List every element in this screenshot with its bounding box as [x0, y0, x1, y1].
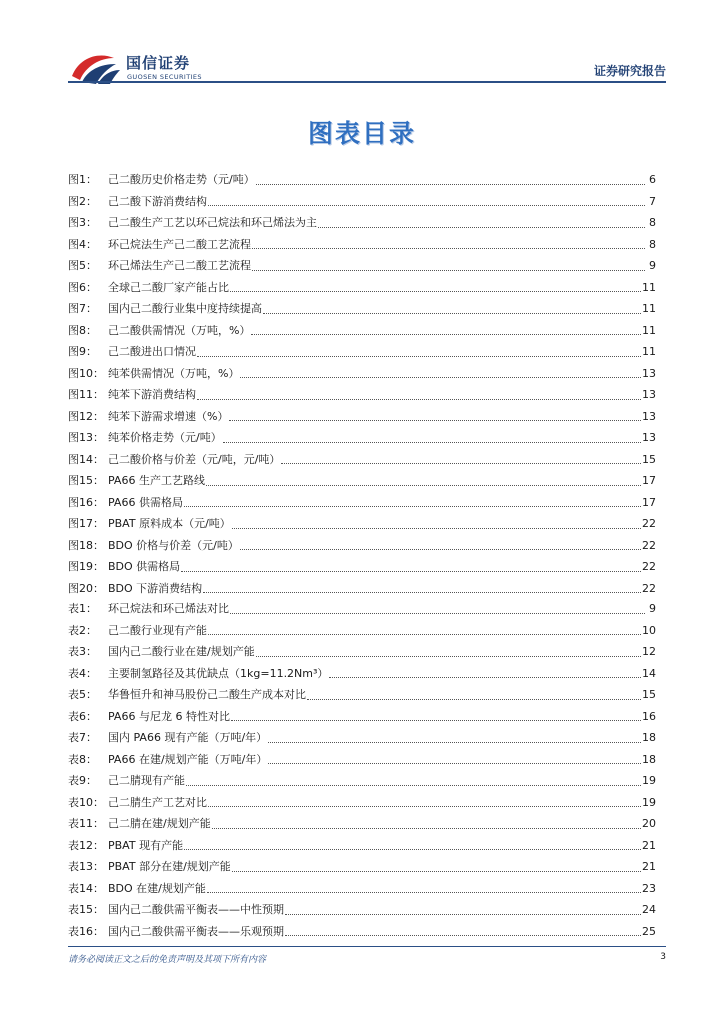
table-toc-entry-page: 25	[642, 924, 656, 938]
figure-toc-entry[interactable]	[68, 298, 656, 320]
figure-toc-entry[interactable]	[68, 255, 656, 277]
dot-leader	[256, 656, 641, 657]
figure-toc-entry[interactable]	[68, 234, 656, 256]
dot-leader	[203, 592, 641, 593]
figure-toc-entry-title: BDO 价格与价差（元/吨）	[108, 538, 239, 552]
table-toc-entry-title: 国内 PA66 现有产能（万吨/年）	[108, 731, 268, 744]
figure-toc-entry-page: 17	[642, 495, 656, 509]
figure-toc-entry-page: 13	[642, 388, 656, 401]
dot-leader	[268, 763, 641, 764]
dot-leader	[223, 442, 641, 443]
table-toc-entry-title: 国内己二酸供需平衡表——乐观预期	[108, 924, 284, 938]
figure-toc-entry-title: 己二酸下游消费结构	[108, 194, 207, 208]
figure-toc-entry-label: 图15：	[68, 474, 104, 487]
table-toc-entry-title: PBAT 部分在建/规划产能	[108, 860, 231, 873]
table-toc-entry[interactable]	[68, 641, 656, 663]
table-toc-entry-page: 19	[642, 795, 656, 809]
dot-leader	[231, 720, 641, 721]
figure-toc-entry-page: 11	[642, 280, 656, 294]
figure-toc-entry-page: 11	[642, 323, 656, 337]
dot-leader	[281, 463, 641, 464]
table-toc-entry[interactable]	[68, 663, 656, 685]
table-toc-entry-title: 国内己二酸行业在建/规划产能	[108, 645, 255, 658]
table-toc-entry-page: 18	[642, 752, 656, 766]
table-toc-entry-page: 18	[642, 731, 656, 744]
header-divider	[68, 81, 666, 83]
figure-toc-entry-label: 图6：	[68, 280, 97, 294]
figure-toc-entry[interactable]	[68, 556, 656, 578]
table-toc-entry-label: 表15：	[68, 903, 104, 916]
dot-leader	[208, 205, 645, 206]
figure-toc-entry-label: 图17：	[68, 517, 104, 530]
dot-leader	[285, 914, 641, 915]
figure-toc-entry-title: PBAT 原料成本（元/吨）	[108, 517, 231, 530]
figure-toc-entry-title: 己二酸生产工艺以环己烷法和环己烯法为主	[108, 216, 317, 229]
figure-toc-entry-label: 图14：	[68, 452, 104, 466]
table-toc-entry[interactable]	[68, 856, 656, 878]
figure-toc-entry-page: 13	[642, 431, 656, 444]
table-toc-entry-page: 20	[642, 817, 656, 830]
table-toc-entry[interactable]	[68, 813, 656, 835]
figure-toc-entry-title: 纯苯供需情况（万吨，%）	[108, 366, 240, 380]
figure-toc-entry[interactable]	[68, 406, 656, 428]
dot-leader	[208, 806, 641, 807]
table-toc-entry-label: 表5：	[68, 688, 97, 701]
figure-toc-entry-label: 图4：	[68, 237, 97, 251]
figure-toc-entry-page: 22	[642, 538, 656, 552]
figure-toc-entry-page: 17	[642, 474, 656, 487]
table-toc-entry[interactable]	[68, 706, 656, 728]
figure-toc-entry-title: 己二酸进出口情况	[108, 345, 196, 358]
table-toc-entry[interactable]	[68, 620, 656, 642]
table-toc-entry-title: 己二酸行业现有产能	[108, 623, 207, 637]
table-toc-entry-label: 表1：	[68, 602, 97, 615]
figure-toc-entry-label: 图19：	[68, 560, 104, 573]
figure-toc-entry-page: 22	[642, 560, 656, 573]
figure-toc-entry-title: 己二酸价格与价差（元/吨，元/吨）	[108, 452, 281, 466]
figure-toc-entry-label: 图10：	[68, 366, 104, 380]
table-toc-entry-title: 华鲁恒升和神马股份己二酸生产成本对比	[108, 688, 306, 701]
table-toc-entry-title: 己二腈现有产能	[108, 774, 185, 787]
table-toc-entry-label: 表14：	[68, 881, 104, 895]
dot-leader	[252, 270, 645, 271]
table-toc-entry-page: 15	[642, 688, 656, 701]
figure-toc-entry[interactable]	[68, 578, 656, 600]
table-toc-entry-title: BDO 在建/规划产能	[108, 881, 206, 895]
page-header	[0, 0, 724, 90]
table-toc-entry-label: 表7：	[68, 731, 97, 744]
table-toc-entry[interactable]	[68, 921, 656, 943]
table-toc-entry[interactable]	[68, 684, 656, 706]
figure-toc-entry-title: PA66 供需格局	[108, 495, 183, 509]
table-toc-entry-title: 己二腈在建/规划产能	[108, 817, 211, 830]
table-toc-entry-page: 24	[642, 903, 656, 916]
dot-leader	[230, 613, 645, 614]
dot-leader	[232, 528, 641, 529]
dot-leader	[329, 677, 641, 678]
dot-leader	[184, 506, 641, 507]
page-number: 3	[660, 952, 666, 962]
table-toc-entry-title: 己二腈生产工艺对比	[108, 795, 207, 809]
dot-leader	[212, 828, 641, 829]
dot-leader	[186, 785, 641, 786]
dot-leader	[181, 571, 641, 572]
table-toc-entry-label: 表16：	[68, 924, 104, 938]
figure-toc-entry[interactable]	[68, 277, 656, 299]
figure-toc-entry[interactable]	[68, 535, 656, 557]
dot-leader	[206, 485, 641, 486]
table-toc-entry[interactable]	[68, 792, 656, 814]
figure-toc-entry-label: 图13：	[68, 431, 104, 444]
dot-leader	[197, 399, 641, 400]
table-toc-entry-page: 19	[642, 774, 656, 787]
table-toc-entry-page: 23	[642, 881, 656, 895]
figure-toc-entry-title: BDO 下游消费结构	[108, 581, 203, 595]
table-toc-entry-title: 国内己二酸供需平衡表——中性预期	[108, 903, 284, 916]
table-toc-entry-page: 9	[649, 602, 656, 615]
figure-toc-entry-label: 图9：	[68, 345, 97, 358]
figure-toc-entry[interactable]	[68, 191, 656, 213]
figure-toc-entry[interactable]	[68, 427, 656, 449]
table-toc-entry-label: 表9：	[68, 774, 97, 787]
figure-toc-entry-label: 图7：	[68, 302, 97, 315]
figure-toc-entry[interactable]	[68, 449, 656, 471]
figure-toc-entry-page: 11	[642, 302, 656, 315]
table-toc-entry-page: 14	[642, 666, 656, 680]
figure-toc-entry-page: 9	[649, 259, 656, 272]
table-toc-entry-page: 12	[642, 645, 656, 658]
figure-toc-entry-page: 8	[649, 237, 656, 251]
figure-toc-entry[interactable]	[68, 320, 656, 342]
table-toc-entry[interactable]	[68, 598, 656, 620]
figure-toc-entry-page: 15	[642, 452, 656, 466]
table-toc-entry-page: 21	[642, 838, 656, 852]
table-toc-entry[interactable]	[68, 770, 656, 792]
table-toc-entry-label: 表2：	[68, 623, 97, 637]
dot-leader	[307, 699, 641, 700]
table-toc-entry-label: 表6：	[68, 709, 97, 723]
company-name-en: GUOSEN SECURITIES	[127, 73, 202, 81]
figure-toc-entry-title: 己二酸供需情况（万吨，%）	[108, 323, 251, 337]
dot-leader	[240, 549, 641, 550]
figure-toc-entry[interactable]	[68, 513, 656, 535]
figure-toc-entry-page: 22	[642, 581, 656, 595]
figure-toc-entry-title: PA66 生产工艺路线	[108, 474, 205, 487]
dot-leader	[230, 291, 641, 292]
figure-toc-entry-title: 纯苯下游消费结构	[108, 388, 196, 401]
figure-toc-entry-page: 22	[642, 517, 656, 530]
figure-toc-entry-label: 图2：	[68, 194, 97, 208]
table-toc-entry-page: 10	[642, 623, 656, 637]
figure-toc-entry[interactable]	[68, 384, 656, 406]
dot-leader	[256, 184, 645, 185]
table-toc-entry[interactable]	[68, 878, 656, 900]
toc-title: 图表目录	[307, 119, 416, 148]
table-list	[68, 598, 656, 942]
figure-toc-entry[interactable]	[68, 169, 656, 191]
figure-toc-entry-title: 纯苯下游需求增速（%）	[108, 409, 229, 423]
figure-toc-entry-label: 图12：	[68, 409, 104, 423]
figure-toc-entry-title: 全球己二酸厂家产能占比	[108, 280, 229, 294]
dot-leader	[318, 227, 645, 228]
figure-toc-entry-label: 图8：	[68, 323, 97, 337]
figure-toc-entry-page: 11	[642, 345, 656, 358]
table-toc-entry-label: 表3：	[68, 645, 97, 658]
report-type-label: 证券研究报告	[593, 64, 666, 78]
figure-toc-entry-label: 图11：	[68, 388, 104, 401]
figure-toc-entry-label: 图20：	[68, 581, 104, 595]
table-toc-entry-label: 表10：	[68, 795, 104, 809]
company-name-cn: 国信证券	[126, 54, 191, 72]
disclaimer-text: 请务必阅读正文之后的免责声明及其项下所有内容	[68, 955, 267, 965]
table-toc-entry[interactable]	[68, 749, 656, 771]
figure-toc-entry-title: 环己烯法生产己二酸工艺流程	[108, 259, 251, 272]
figure-toc-entry-page: 13	[642, 409, 656, 423]
dot-leader	[263, 313, 641, 314]
dot-leader	[252, 248, 645, 249]
dot-leader	[240, 377, 641, 378]
figure-toc-entry-label: 图3：	[68, 216, 97, 229]
dot-leader	[207, 892, 641, 893]
figure-toc-entry-label: 图1：	[68, 173, 97, 186]
figure-toc-entry-title: 国内己二酸行业集中度持续提高	[108, 302, 262, 315]
table-toc-entry-page: 16	[642, 709, 656, 723]
figure-toc-entry-title: BDO 供需格局	[108, 560, 181, 573]
figure-toc-entry-page: 13	[642, 366, 656, 380]
table-toc-entry-label: 表12：	[68, 838, 104, 852]
figure-toc-entry[interactable]	[68, 341, 656, 363]
table-toc-entry-title: PA66 与尼龙 6 特性对比	[108, 709, 230, 723]
dot-leader	[232, 871, 641, 872]
figure-toc-entry-page: 8	[649, 216, 656, 229]
dot-leader	[229, 420, 641, 421]
table-toc-entry-title: PA66 在建/规划产能（万吨/年）	[108, 752, 268, 766]
table-toc-entry-label: 表11：	[68, 817, 104, 830]
footer-divider	[68, 946, 666, 947]
dot-leader	[251, 334, 641, 335]
dot-leader	[208, 634, 641, 635]
table-toc-entry-page: 21	[642, 860, 656, 873]
figure-toc-entry-label: 图5：	[68, 259, 97, 272]
figure-toc-entry[interactable]	[68, 212, 656, 234]
table-toc-entry-title: 主要制氢路径及其优缺点（1kg=11.2Nm³）	[108, 666, 329, 680]
table-toc-entry-title: 环己烷法和环己烯法对比	[108, 602, 229, 615]
figure-toc-entry[interactable]	[68, 492, 656, 514]
dot-leader	[197, 356, 641, 357]
figure-toc-entry-title: 纯苯价格走势（元/吨）	[108, 431, 222, 444]
table-toc-entry-label: 表8：	[68, 752, 97, 766]
figure-toc-entry[interactable]	[68, 470, 656, 492]
table-toc-entry[interactable]	[68, 835, 656, 857]
figure-toc-entry-title: 己二酸历史价格走势（元/吨）	[108, 173, 255, 186]
table-toc-entry-title: PBAT 现有产能	[108, 838, 184, 852]
table-toc-entry[interactable]	[68, 727, 656, 749]
figure-toc-entry-page: 6	[649, 173, 656, 186]
figure-toc-entry[interactable]	[68, 363, 656, 385]
figure-toc-entry-label: 图16：	[68, 495, 104, 509]
figure-list	[68, 169, 656, 599]
dot-leader	[285, 935, 641, 936]
figure-toc-entry-page: 7	[649, 194, 656, 208]
dot-leader	[184, 849, 641, 850]
table-toc-entry-label: 表4：	[68, 666, 97, 680]
table-toc-entry[interactable]	[68, 899, 656, 921]
figure-toc-entry-title: 环己烷法生产己二酸工艺流程	[108, 237, 251, 251]
table-toc-entry-label: 表13：	[68, 860, 104, 873]
dot-leader	[268, 742, 641, 743]
figure-toc-entry-label: 图18：	[68, 538, 104, 552]
